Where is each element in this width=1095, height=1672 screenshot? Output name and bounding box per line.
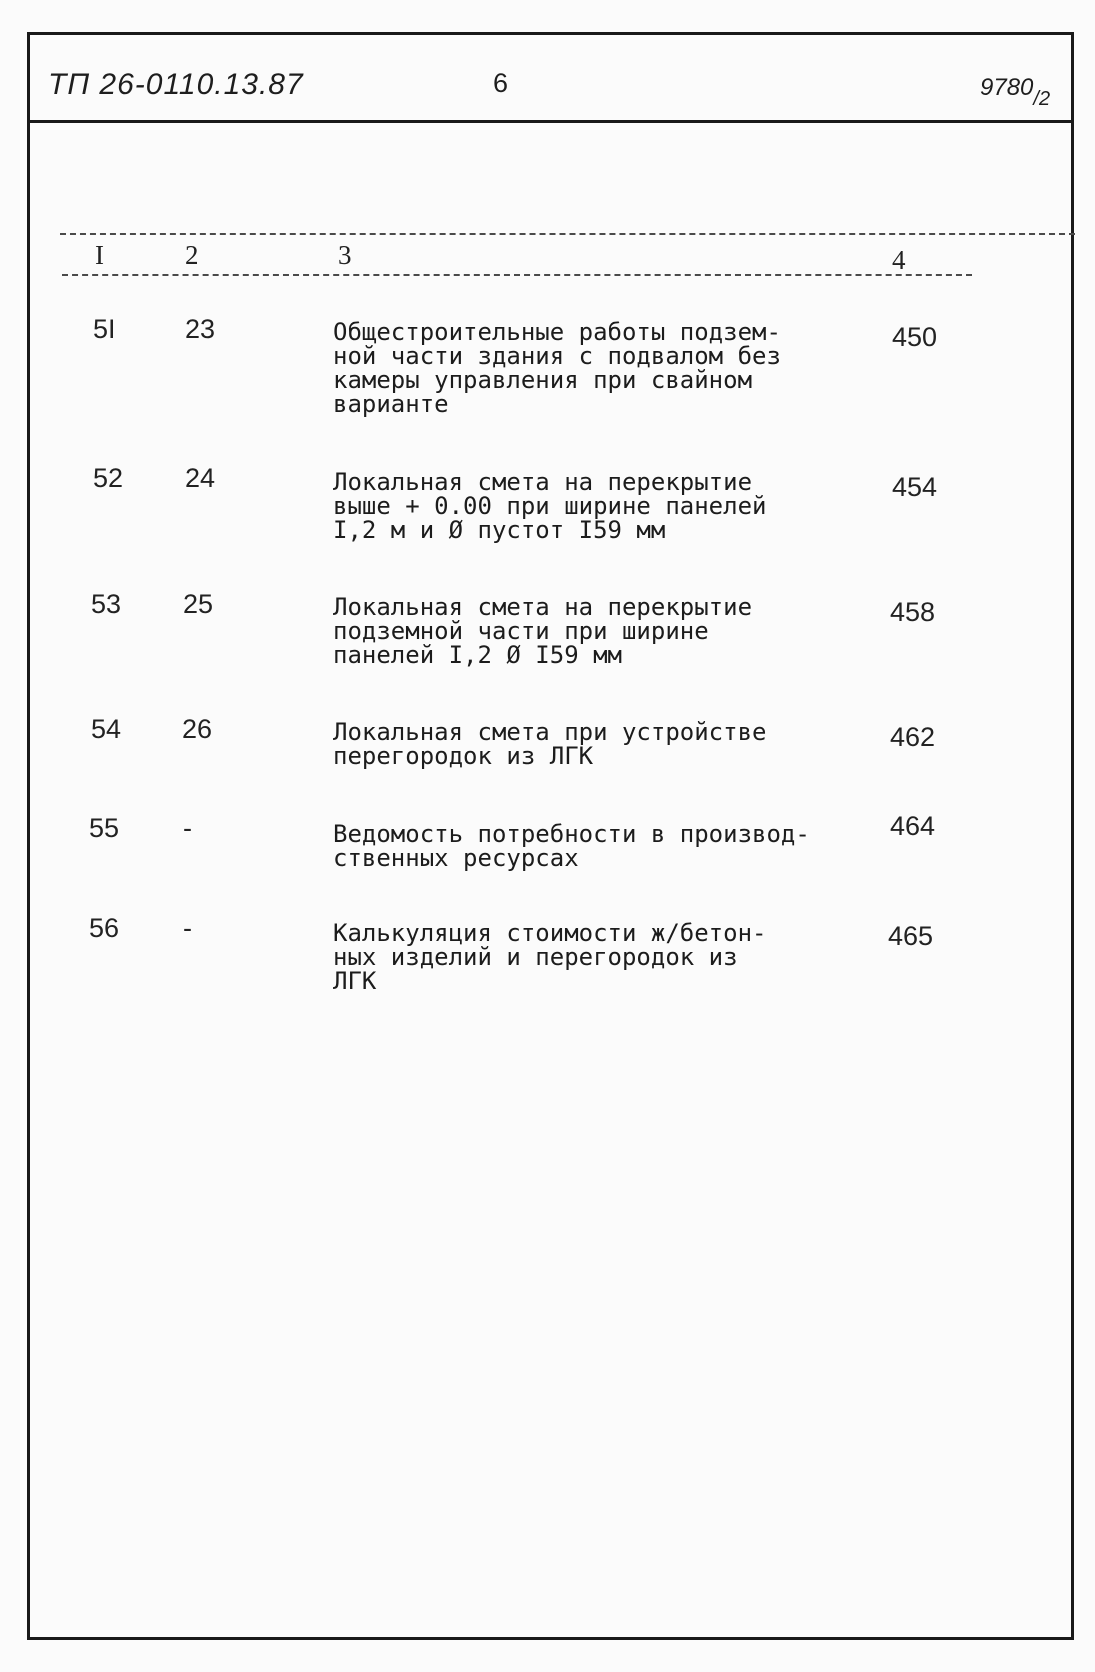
inventory-number-suffix: /2 (1033, 88, 1051, 110)
row-page: 464 (890, 811, 936, 841)
page-number: 6 (493, 68, 509, 98)
row-description: Общестроительные работы подзем- ной части здания с подвалом без камеры управления при свайном варианте (333, 318, 781, 418)
row-section: 26 (182, 714, 213, 744)
row-section: 24 (185, 463, 216, 493)
column-header-2: 2 (185, 240, 199, 270)
row-description: Калькуляция стоимости ж/бетон- ных изделий и перегородок из ЛГК (333, 919, 767, 995)
table-header-top-rule (60, 233, 1075, 235)
row-description: Локальная смета на перекрытие подземной части при ширине панелей I,2 Ø I59 мм (333, 593, 753, 669)
table-header-bottom-rule (62, 274, 972, 276)
row-number: 52 (93, 463, 124, 493)
title-block-divider (27, 120, 1074, 123)
row-description: Ведомость потребности в производ- ственных ресурсах (333, 820, 810, 872)
row-number: 53 (91, 589, 122, 619)
row-section: - (183, 813, 192, 843)
row-description: Локальная смета при устройстве перегородок из ЛГК (333, 718, 767, 770)
row-section: - (183, 913, 192, 943)
inventory-number-main: 9780 (980, 74, 1034, 101)
row-number: 55 (89, 813, 120, 843)
row-page: 450 (892, 322, 938, 352)
row-description: Локальная смета на перекрытие выше + 0.00 при ширине панелей I,2 м и Ø пустот I59 мм (333, 468, 767, 544)
row-number: 5I (93, 314, 116, 344)
row-section: 23 (185, 314, 216, 344)
inventory-number (980, 74, 1051, 110)
row-number: 56 (89, 913, 120, 943)
document-code: ТП 26-0110.13.87 (48, 68, 304, 101)
column-header-3: 3 (338, 240, 352, 270)
column-header-4: 4 (892, 245, 906, 275)
column-header-1: I (95, 240, 104, 270)
row-number: 54 (91, 714, 122, 744)
row-page: 462 (890, 722, 936, 752)
row-page: 465 (888, 921, 934, 951)
row-page: 458 (890, 597, 936, 627)
row-section: 25 (183, 589, 214, 619)
row-page: 454 (892, 472, 938, 502)
